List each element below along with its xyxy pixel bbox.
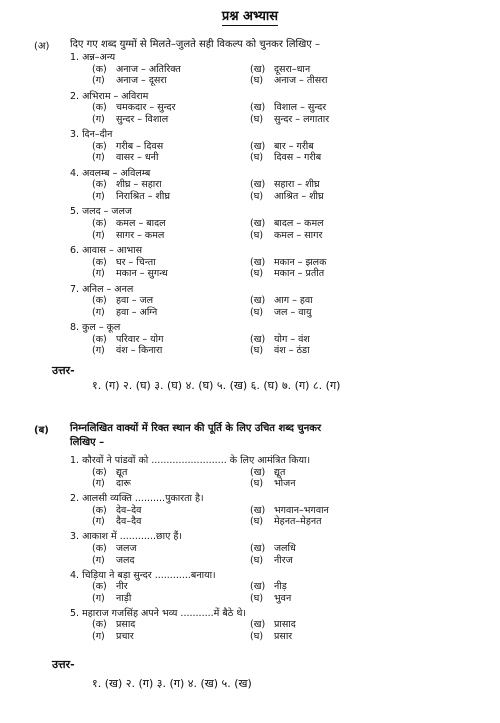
question-1: 1. कौरवों ने पांडवों को ......................... के लिए आमंत्रित किया।: [70, 455, 311, 466]
option-text: नीर: [116, 581, 128, 593]
option-text: योग – वंश: [274, 333, 310, 345]
option-tag: (क): [92, 504, 107, 516]
option-tag: (ग): [92, 554, 105, 566]
section-b-label: (ब): [34, 425, 49, 436]
option-tag: (क): [92, 543, 107, 554]
option-text: आग – हवा: [274, 295, 313, 307]
option-text: भुवन: [274, 592, 292, 604]
option-text: दैव–दैव: [116, 516, 142, 528]
option-text: प्रासाद: [274, 619, 296, 631]
option-tag: (ग): [92, 113, 105, 125]
option-tag: (ग): [92, 75, 105, 87]
option-tag: (घ): [250, 592, 264, 604]
option-tag: (घ): [250, 75, 264, 87]
option-tag: (ख): [250, 179, 266, 191]
option-tag: (घ): [250, 345, 264, 357]
option-tag: (घ): [250, 631, 264, 642]
option-tag: (क): [92, 295, 107, 307]
option-tag: (ग): [92, 306, 105, 318]
question-4: 4. अवलम्ब – अविलम्ब: [70, 167, 151, 179]
option-text: अनाज – दूसरा: [116, 75, 167, 87]
option-text: दूसरा–धान: [274, 63, 311, 75]
option-text: दारू: [116, 478, 131, 490]
option-tag: (क): [92, 63, 107, 75]
question-7: 7. अनिल – अनल: [70, 283, 134, 295]
option-text: द्यूत: [274, 466, 286, 478]
option-text: कमल – बादल: [116, 218, 166, 229]
section-a-label: (अ): [34, 41, 50, 52]
option-text: जलधि: [274, 543, 296, 554]
option-tag: (ग): [92, 229, 105, 241]
option-text: सागर – कमल: [116, 229, 165, 241]
option-text: हवा – अग्नि: [116, 306, 158, 318]
question-5: 5. महाराज गजसिंह अपने भव्य ...........में बैठे थे।: [70, 607, 246, 619]
option-tag: (क): [92, 140, 107, 152]
option-tag: (ग): [92, 345, 105, 357]
option-tag: (ख): [250, 619, 266, 631]
option-text: मकान – सुगन्ध: [116, 268, 168, 280]
option-tag: (क): [92, 218, 107, 229]
option-tag: (क): [92, 466, 107, 478]
option-tag: (क): [92, 179, 107, 191]
question-1: 1. अन्न–अन्य: [70, 52, 116, 63]
option-text: प्रसाद: [116, 619, 136, 631]
question-6: 6. आवास – आभास: [70, 245, 143, 256]
option-text: निराश्रित – शीघ्र: [116, 191, 171, 202]
page-title: प्रश्न अभ्यास: [221, 9, 279, 24]
option-text: मेहनत–मेहनत: [274, 516, 322, 528]
option-text: भगवान–भगवान: [274, 504, 329, 516]
section-b-answers: १. (ख) २. (ग) ३. (ग) ४. (ख) ५. (ख): [92, 677, 252, 690]
option-tag: (क): [92, 333, 107, 345]
question-2: 2. अभिराम – अविराम: [70, 90, 149, 102]
option-text: जलज: [116, 543, 137, 554]
option-text: नीरज: [274, 554, 293, 566]
option-text: जलद: [116, 554, 135, 566]
option-tag: (ख): [250, 504, 266, 516]
option-text: जल – वायु: [274, 306, 312, 318]
option-tag: (क): [92, 619, 107, 631]
option-tag: (ग): [92, 631, 105, 642]
option-text: वासर – धनी: [116, 152, 159, 164]
option-text: आश्रित – शीघ्र: [274, 191, 324, 202]
option-text: प्रचार: [116, 631, 134, 642]
option-tag: (घ): [250, 478, 264, 490]
section-b-instruction-line1: निम्नलिखित वाक्यों में रिक्त स्थान की पूर्ति के लिए उचित शब्द चुनकर: [70, 423, 322, 434]
option-tag: (ख): [250, 295, 266, 307]
option-tag: (घ): [250, 113, 264, 125]
option-text: वंश – किनारा: [116, 345, 163, 357]
option-tag: (ख): [250, 333, 266, 345]
option-tag: (ख): [250, 466, 266, 478]
option-tag: (ख): [250, 140, 266, 152]
question-3: 3. आकाश में ............छाए हैं।: [70, 531, 183, 543]
option-text: नाड़ी: [116, 592, 132, 604]
option-text: शीघ्र – सहारा: [116, 179, 162, 191]
option-tag: (ख): [250, 256, 266, 268]
question-8: 8. कुल – कूल: [70, 322, 121, 334]
option-text: सुन्दर – लगातार: [274, 113, 330, 125]
option-text: देव–देव: [116, 504, 142, 516]
option-tag: (ख): [250, 102, 266, 114]
option-tag: (ग): [92, 516, 105, 528]
question-5: 5. जलद – जलज: [70, 206, 132, 218]
section-a-answers: १. (ग) २. (घ) ३. (घ) ४. (घ) ५. (ख) ६. (घ) ७. (ग) ८. (ग): [92, 379, 341, 392]
option-tag: (ग): [92, 478, 105, 490]
option-tag: (ग): [92, 268, 105, 280]
section-b-answer-label: उत्तर-: [52, 658, 75, 671]
option-tag: (क): [92, 581, 107, 593]
option-text: परिवार – योग: [116, 333, 164, 345]
option-tag: (ग): [92, 191, 105, 202]
option-text: मकान – प्रतीत: [274, 268, 325, 280]
question-4: 4. चिड़िया ने बड़ा सुन्दर ............बनाया।: [70, 569, 216, 581]
question-3: 3. दिन–दीन: [70, 129, 113, 141]
option-tag: (घ): [250, 268, 264, 280]
question-2: 2. आलसी व्यक्ति ..........पुकारता है।: [70, 493, 204, 505]
option-tag: (ग): [92, 152, 105, 164]
option-text: दिवस – गरीब: [274, 152, 322, 164]
option-text: बादल – कमल: [274, 218, 324, 229]
option-tag: (घ): [250, 152, 264, 164]
option-tag: (घ): [250, 191, 264, 202]
option-tag: (ख): [250, 63, 266, 75]
option-text: गरीब – दिवस: [116, 140, 164, 152]
option-text: मकान – झलक: [274, 256, 327, 268]
option-text: प्रसार: [274, 631, 293, 642]
option-text: हवा – जल: [116, 295, 154, 307]
option-text: चमकदार – सुन्दर: [116, 102, 176, 114]
option-text: कमल – सागर: [274, 229, 323, 241]
option-tag: (घ): [250, 229, 264, 241]
option-text: अनाज – अतिरिक्त: [116, 63, 181, 75]
option-tag: (घ): [250, 516, 264, 528]
option-tag: (घ): [250, 306, 264, 318]
section-a-instruction: दिए गए शब्द युग्मों से मिलते–जुलते सही विकल्प को चुनकर लिखिए –: [70, 39, 320, 50]
option-text: घर – चिन्ता: [116, 256, 156, 268]
option-text: सहारा – शीघ्र: [274, 179, 320, 191]
section-b-instruction-line2: लिखिए –: [70, 437, 105, 448]
option-text: बार – गरीब: [274, 140, 314, 152]
option-tag: (ग): [92, 592, 105, 604]
option-tag: (क): [92, 102, 107, 114]
option-tag: (ख): [250, 581, 266, 593]
option-tag: (ख): [250, 218, 266, 229]
option-text: नीड़: [274, 581, 287, 593]
option-tag: (क): [92, 256, 107, 268]
section-a-answer-label: उत्तर-: [52, 364, 75, 377]
option-tag: (घ): [250, 554, 264, 566]
option-text: सुन्दर – विशाल: [116, 113, 169, 125]
option-text: अनाज – तीसरा: [274, 75, 328, 87]
option-text: द्यूत: [116, 466, 128, 478]
option-text: भोजन: [274, 478, 296, 490]
option-text: विशाल – सुन्दर: [274, 102, 327, 114]
option-text: वंश – ठंडा: [274, 345, 310, 357]
option-tag: (ख): [250, 543, 266, 554]
